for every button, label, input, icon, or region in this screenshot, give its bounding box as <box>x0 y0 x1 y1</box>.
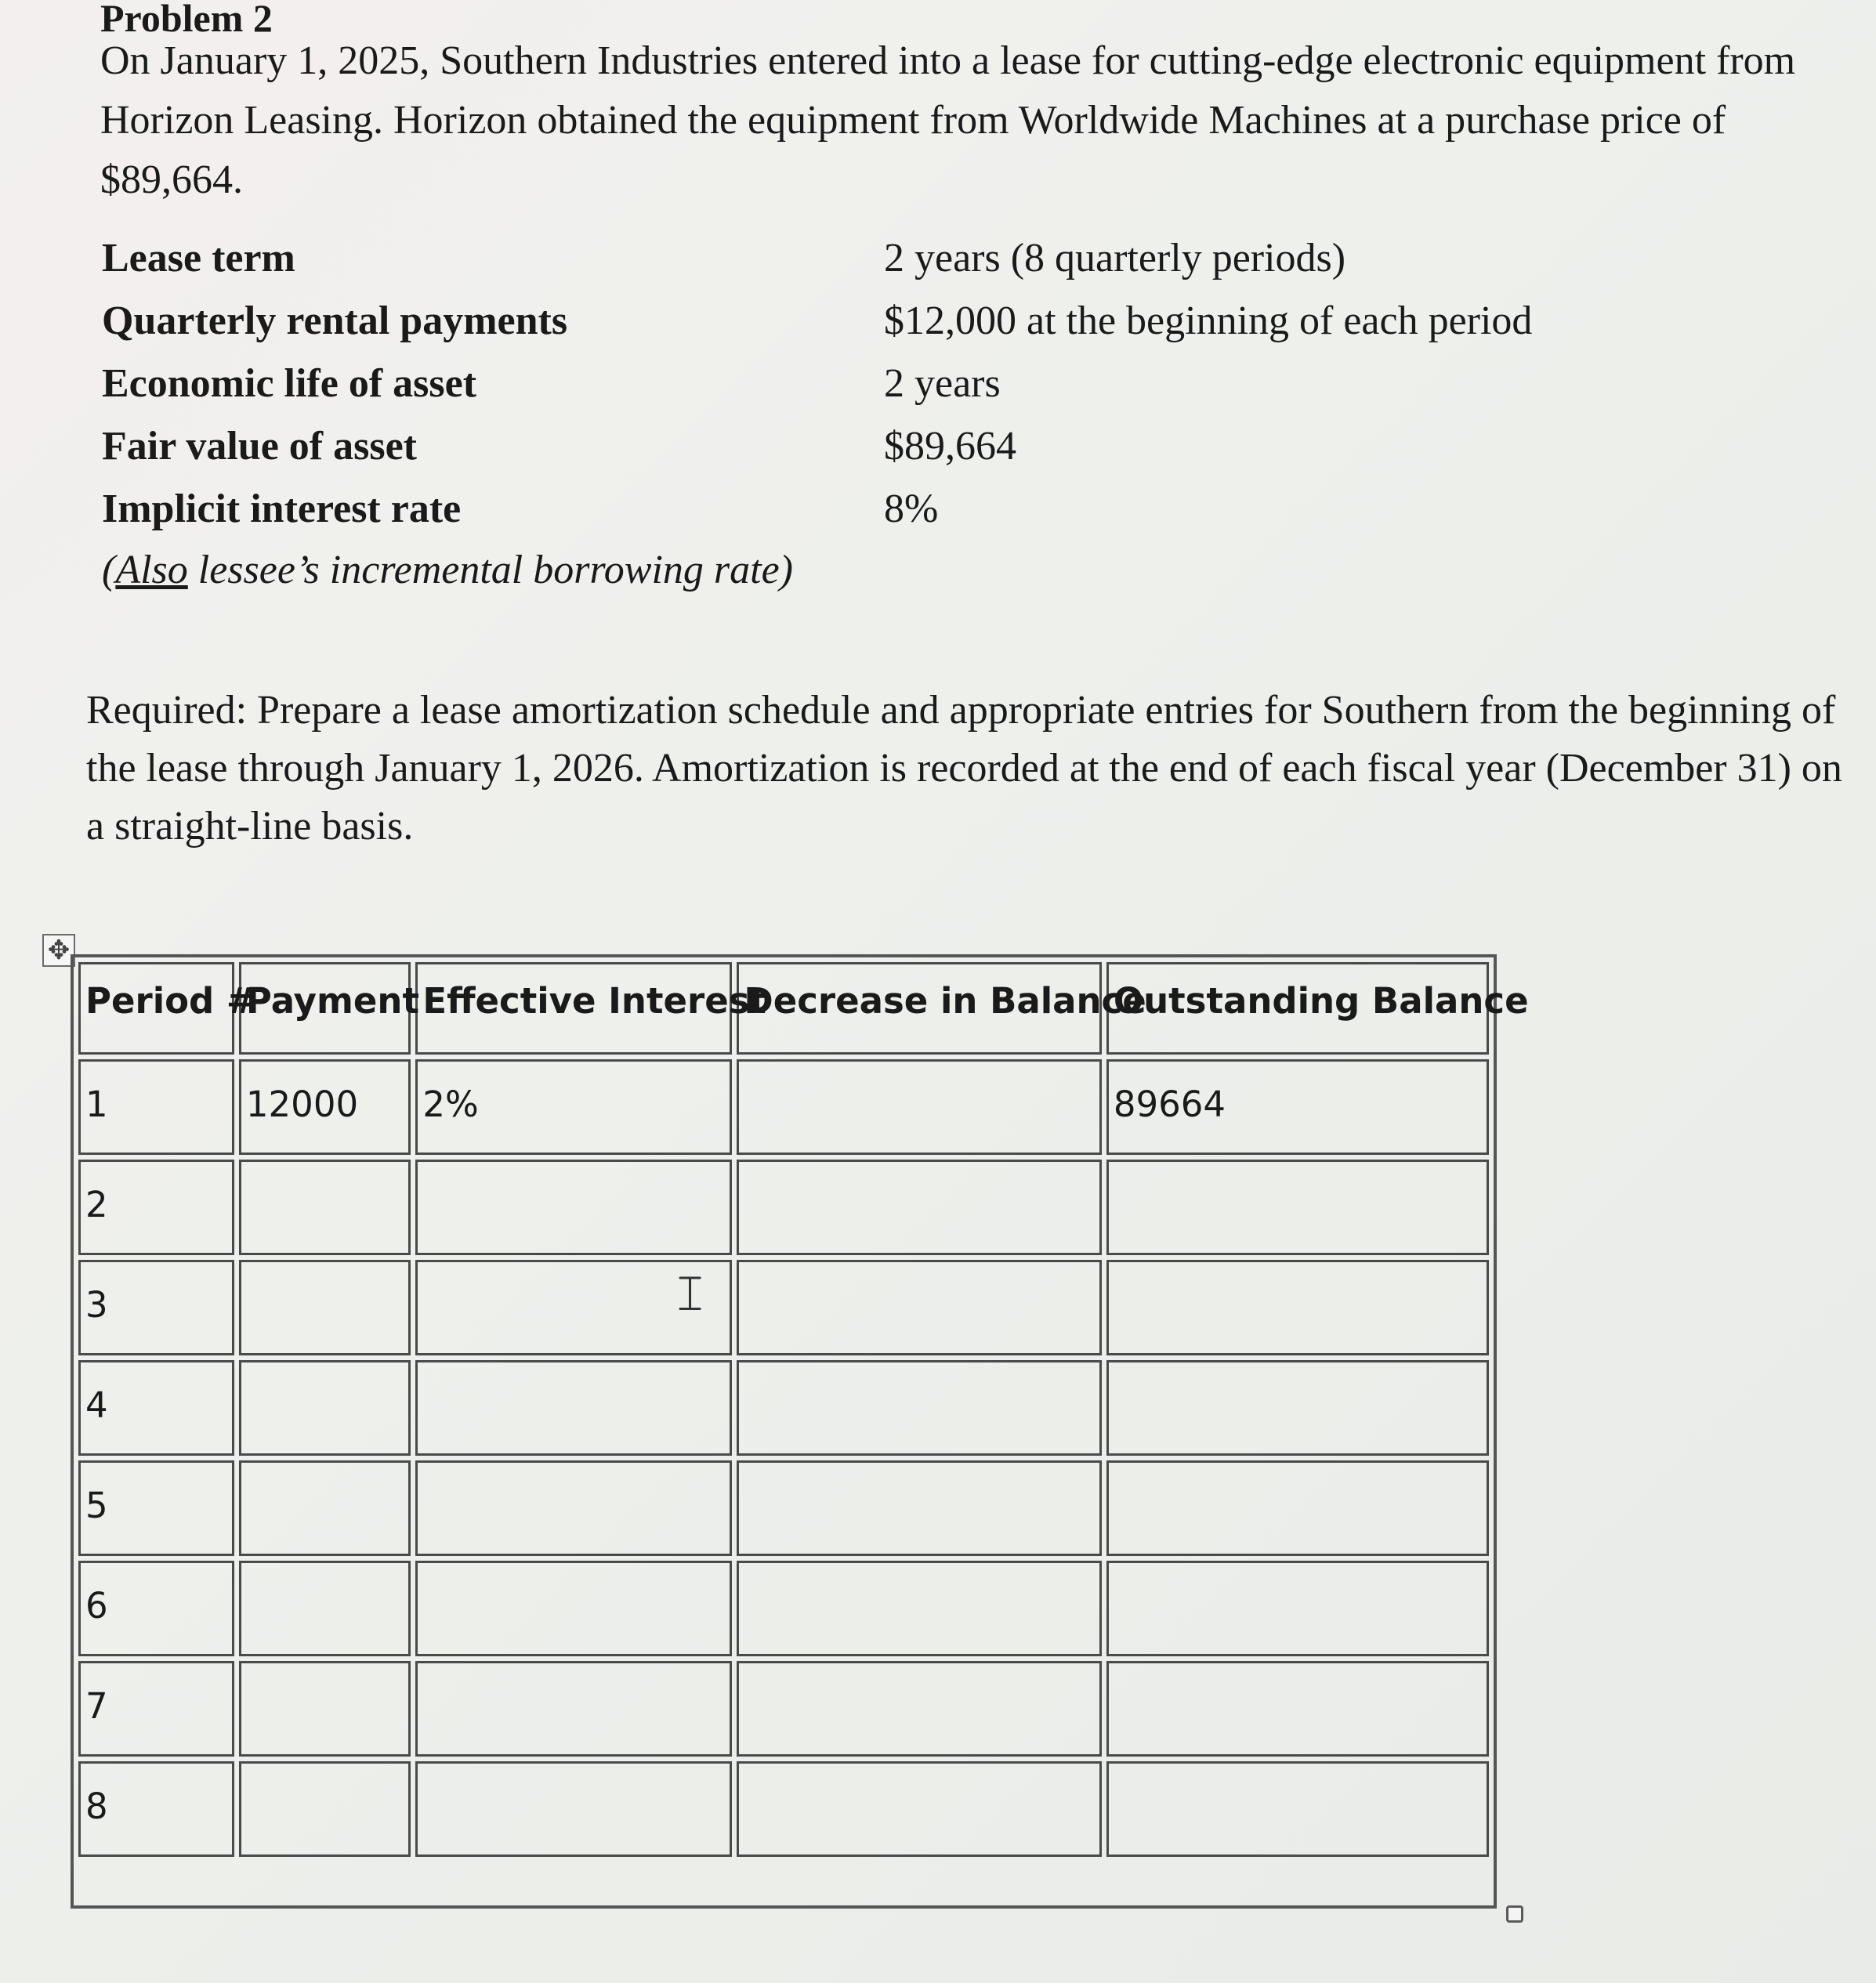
fact-label: Fair value of asset <box>102 424 417 469</box>
table-row <box>78 1661 1489 1757</box>
note-rest: lessee’s incremental borrowing rate) <box>187 548 793 592</box>
cell-decrease-balance[interactable] <box>737 1260 1102 1355</box>
cell-payment[interactable] <box>239 1160 411 1255</box>
amortization-table-wrapper <box>71 954 1529 1909</box>
cell-period[interactable]: 8 <box>78 1761 234 1857</box>
fact-quarterly-payments <box>102 298 1669 360</box>
fact-value: 2 years (8 quarterly periods) <box>884 236 1346 280</box>
lease-facts <box>102 235 1669 548</box>
header-effective-interest[interactable]: Effective Interest <box>415 962 732 1055</box>
cell-outstanding-balance[interactable] <box>1106 1460 1489 1556</box>
cell-period[interactable]: 6 <box>78 1561 234 1656</box>
fact-economic-life <box>102 360 1669 423</box>
cell-period[interactable]: 4 <box>78 1360 234 1456</box>
fact-label: Lease term <box>102 236 295 280</box>
amortization-table <box>74 957 1529 1862</box>
cell-outstanding-balance[interactable] <box>1106 1561 1489 1656</box>
cell-effective-interest[interactable] <box>415 1761 732 1857</box>
header-payment[interactable]: Payment <box>239 962 411 1055</box>
table-row <box>78 1059 1489 1155</box>
cell-outstanding-balance[interactable] <box>1106 1160 1489 1255</box>
table-row <box>78 1160 1489 1255</box>
cell-effective-interest[interactable] <box>415 1160 732 1255</box>
cell-effective-interest[interactable]: 2% <box>415 1059 732 1155</box>
cell-outstanding-balance[interactable] <box>1106 1761 1489 1857</box>
cell-decrease-balance[interactable] <box>737 1160 1102 1255</box>
move-icon[interactable]: ✥ <box>42 934 75 967</box>
fact-fair-value <box>102 423 1669 486</box>
table-row <box>78 1260 1489 1355</box>
cell-outstanding-balance[interactable] <box>1106 1661 1489 1757</box>
cell-effective-interest[interactable] <box>415 1460 732 1556</box>
cell-outstanding-balance[interactable]: 89664 <box>1106 1059 1489 1155</box>
cell-decrease-balance[interactable] <box>737 1460 1102 1556</box>
cell-decrease-balance[interactable] <box>737 1661 1102 1757</box>
header-decrease-balance[interactable]: Decrease in Balance <box>737 962 1102 1055</box>
note-prefix: ( <box>102 548 116 592</box>
text-cursor-icon: 𝙸 <box>672 1265 708 1323</box>
cell-payment[interactable] <box>239 1761 411 1857</box>
table-row <box>78 1360 1489 1456</box>
required-text: Required: Prepare a lease amortization schedule and appropriate entries for Southern from the beginning of the lease through January 1, 2026. Amortization is recorded at the end of each fiscal year (December 31) on a straight-line basis. <box>86 688 1842 849</box>
cell-payment[interactable] <box>239 1460 411 1556</box>
resize-icon[interactable] <box>1506 1905 1523 1923</box>
cell-outstanding-balance[interactable] <box>1106 1360 1489 1456</box>
fact-implicit-rate <box>102 486 1669 548</box>
cell-payment[interactable] <box>239 1661 411 1757</box>
fact-label: Quarterly rental payments <box>102 299 568 343</box>
cell-period[interactable]: 1 <box>78 1059 234 1155</box>
table-header-row <box>78 962 1489 1055</box>
cell-period[interactable]: 3 <box>78 1260 234 1355</box>
note-underlined: Also <box>115 548 188 592</box>
fact-value: $12,000 at the beginning of each period <box>884 299 1533 343</box>
cell-decrease-balance[interactable] <box>737 1561 1102 1656</box>
cell-effective-interest[interactable] <box>415 1360 732 1456</box>
fact-value: $89,664 <box>884 424 1016 469</box>
cell-payment[interactable] <box>239 1360 411 1456</box>
cell-outstanding-balance[interactable] <box>1106 1260 1489 1355</box>
table-row <box>78 1460 1489 1556</box>
cell-payment[interactable] <box>239 1561 411 1656</box>
cell-period[interactable]: 7 <box>78 1661 234 1757</box>
cell-effective-interest[interactable] <box>415 1661 732 1757</box>
header-period[interactable]: Period # <box>78 962 234 1055</box>
fact-label: Economic life of asset <box>102 361 477 406</box>
fact-lease-term <box>102 235 1669 298</box>
cell-decrease-balance[interactable] <box>737 1761 1102 1857</box>
table-row <box>78 1761 1489 1857</box>
facts-note <box>102 547 793 593</box>
cell-period[interactable]: 5 <box>78 1460 234 1556</box>
cell-payment[interactable]: 12000 <box>239 1059 411 1155</box>
cell-decrease-balance[interactable] <box>737 1360 1102 1456</box>
cell-decrease-balance[interactable] <box>737 1059 1102 1155</box>
fact-label: Implicit interest rate <box>102 487 462 531</box>
cell-effective-interest[interactable] <box>415 1561 732 1656</box>
table-row <box>78 1561 1489 1656</box>
problem-title: Problem 2 <box>100 0 273 40</box>
header-outstanding-balance[interactable]: Outstanding Balance <box>1106 962 1489 1055</box>
fact-value: 8% <box>884 487 939 531</box>
cell-payment[interactable] <box>239 1260 411 1355</box>
cell-period[interactable]: 2 <box>78 1160 234 1255</box>
fact-value: 2 years <box>884 361 1001 406</box>
problem-intro: On January 1, 2025, Southern Industries entered into a lease for cutting-edge electronic equipment from Horizon Leasing. Horizon obtained the equipment from Worldwide Machines at a purchase price of $89,664. <box>100 38 1796 202</box>
